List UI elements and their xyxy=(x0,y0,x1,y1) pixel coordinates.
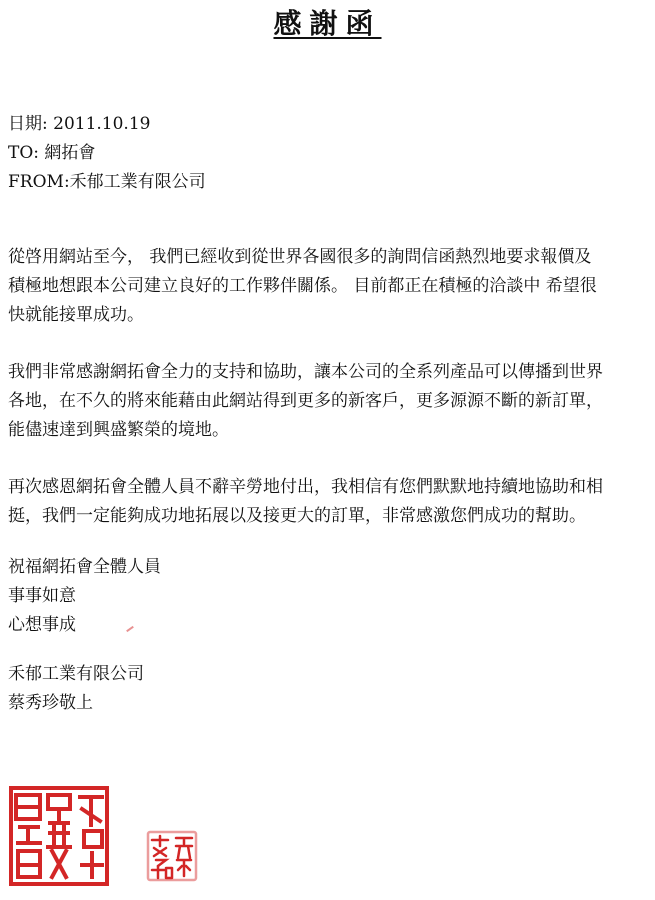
paragraph-line: 我們非常感謝網拓會全力的支持和協助，讓本公司的全系列產品可以傳播到世界 xyxy=(8,362,603,382)
paragraph-line: 快就能接單成功。 xyxy=(8,305,144,325)
paragraph-line: 再次感恩網拓會全體人員不辭辛勞地付出，我相信有您們默默地持續地協助和相 xyxy=(8,477,603,497)
blessing-line: 事事如意 xyxy=(8,586,76,606)
company-seal-stamp xyxy=(8,785,110,887)
letter-title: 感謝函 xyxy=(273,7,382,40)
blessing-block xyxy=(8,553,648,640)
blessing-line: 祝福網拓會全體人員 xyxy=(8,557,161,577)
paragraph-3 xyxy=(8,473,648,531)
signature-company: 禾郁工業有限公司 xyxy=(8,664,144,684)
letter-header xyxy=(8,110,206,197)
paragraph-line: 積極地想跟本公司建立良好的工作夥伴關係。 目前都正在積極的洽談中 希望很 xyxy=(8,276,597,296)
signature-person: 蔡秀珍敬上 xyxy=(8,693,93,713)
blessing-line: 心想事成 xyxy=(8,615,76,635)
letter-body xyxy=(8,243,648,718)
paragraph-line: 能儘速達到興盛繁榮的境地。 xyxy=(8,420,229,440)
paragraph-line: 各地，在不久的將來能藉由此網站得到更多的新客戶，更多源源不斷的新訂單， xyxy=(8,391,603,411)
paragraph-line: 從啓用網站至今， 我們已經收到從世界各國很多的詢問信函熱烈地要求報價及 xyxy=(8,247,592,267)
personal-seal-stamp xyxy=(146,830,198,882)
date-line: 日期: 2011.10.19 xyxy=(8,114,151,134)
paragraph-line: 挺，我們一定能夠成功地拓展以及接更大的訂單，非常感激您們成功的幫助。 xyxy=(8,506,586,526)
from-line: FROM:禾郁工業有限公司 xyxy=(8,172,206,192)
signature-block xyxy=(8,660,648,718)
to-line: TO: 網拓會 xyxy=(8,143,96,163)
paragraph-2 xyxy=(8,358,648,445)
paragraph-1 xyxy=(8,243,648,330)
